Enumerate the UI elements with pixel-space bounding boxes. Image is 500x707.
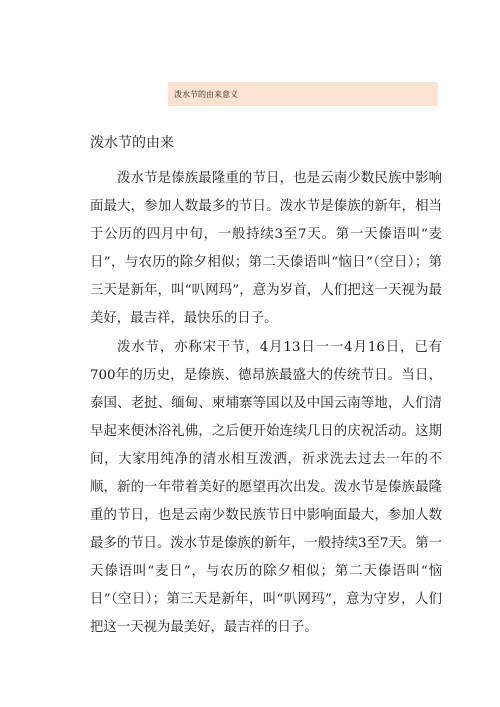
paragraph-2: 泼水节，亦称宋干节，4月13日一一4月16日，已有700年的历史，是傣族、德昂族最盛大的传统节日。当日，泰国、老挝、缅甸、柬埔寨等国以及中国云南等地，人们清早起来便沐浴礼佛，之后便开始连续几日的庆祝活动。这期间，大家用纯净的清水相互泼洒，祈求洗去过去一年的不顺，新的一年带着美好的愿望再次出发。泼水节是傣族最隆重的节日，也是云南少数民族节日中影响面最大，参加人数最多的节日。泼水节是傣族的新年，一般持续3至7天。第一天傣语叫“麦日”，与农历的除夕相似；第二天傣语叫“恼日”（空日）；第三天是新年，叫“叭网玛”，意为守岁，人们把这一天视为最美好，最吉祥的日子。	[90, 340, 442, 635]
header-band	[168, 82, 438, 106]
paragraph-1: 泼水节是傣族最隆重的节日，也是云南少数民族中影响面最大，参加人数最多的节日。泼水节是傣族的新年，相当于公历的四月中旬，一般持续3至7天。第一天傣语叫“麦日”，与农历的除夕相似；第二天傣语叫“恼日”（空日）；第三天是新年，叫“叭网玛”，意为岁首，人们把这一天视为最美好，最吉祥，最快乐的日子。	[90, 171, 442, 326]
article-title: 泼水节的由来	[90, 135, 174, 151]
header-label: 泼水节的由来意义	[174, 89, 238, 99]
